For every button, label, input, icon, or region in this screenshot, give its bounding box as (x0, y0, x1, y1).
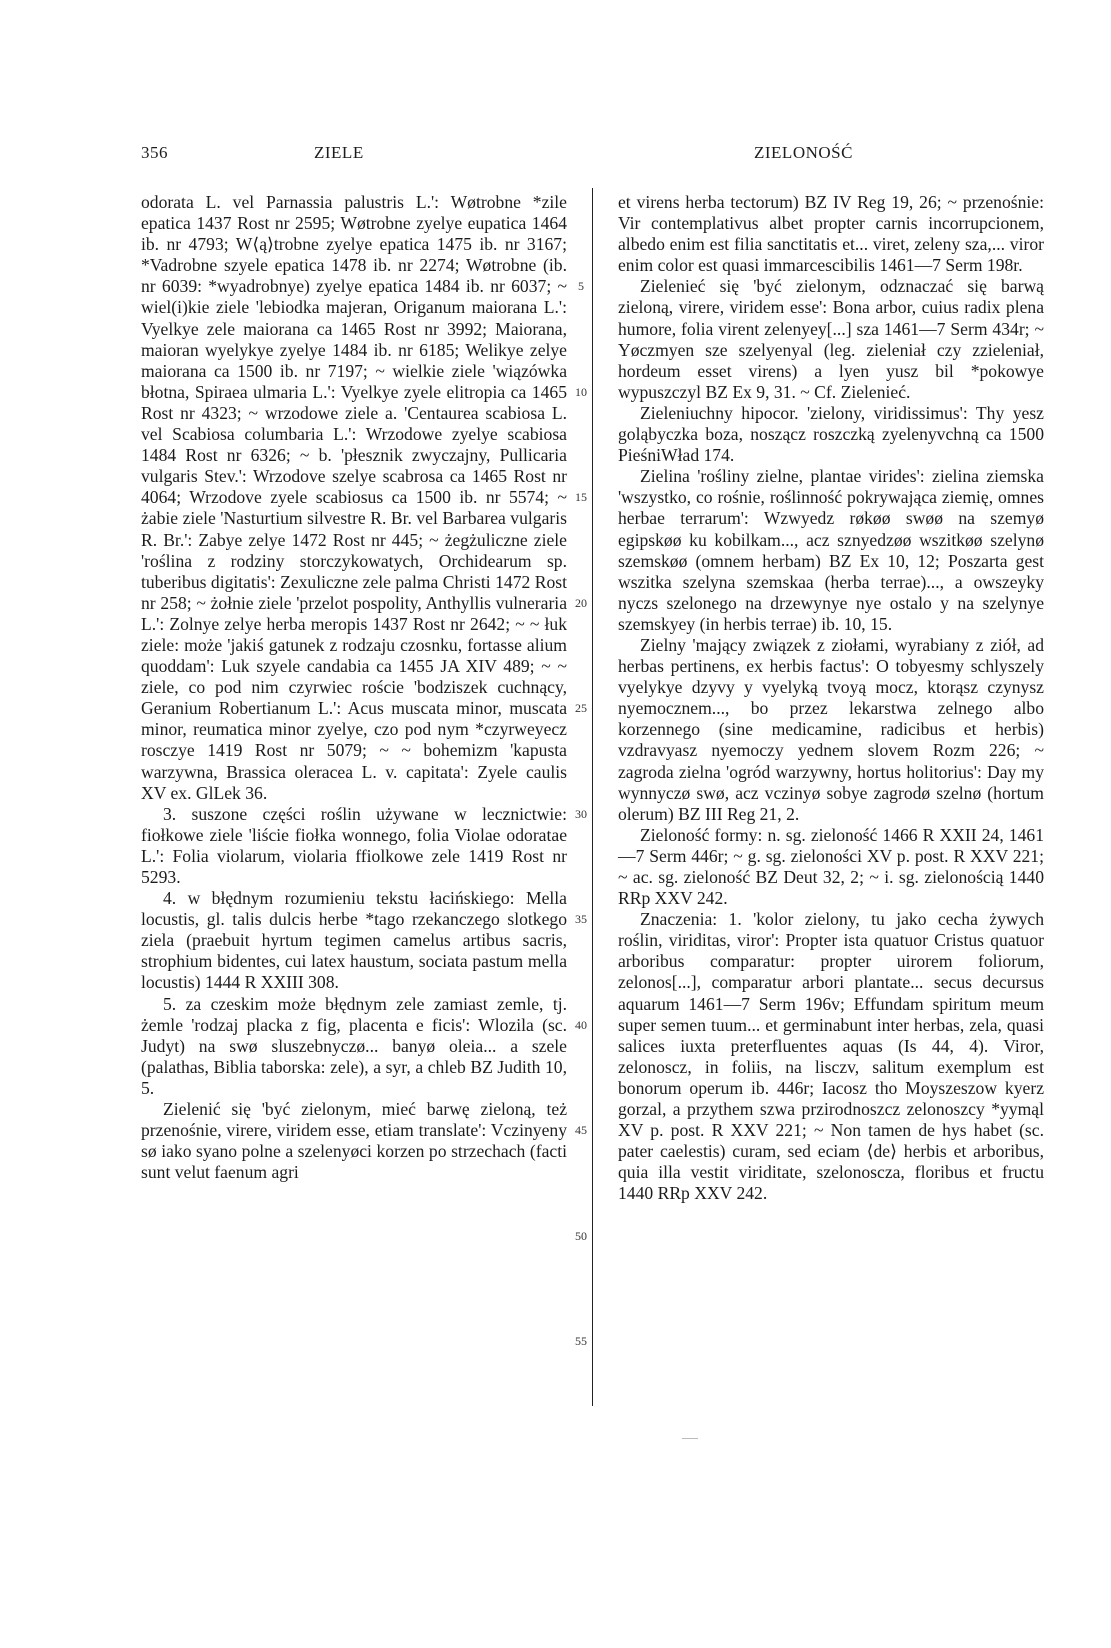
line-number: 35 (575, 912, 587, 926)
paragraph: 3. suszone części roślin używane w lecznictwie: fiołkowe ziele 'liście fiołka wonnego, folia Violae odoratae L.': Folia violarum, violaria ffiolkowe zele 1419 Rost nr 5293. (141, 803, 567, 887)
entry-paragraph: Zieleniuchny hipocor. 'zielony, viridissimus': Thy yesz goląbyczka boza, noszącz roszczką zyelenyvchną ca 1500 PieśniWład 174. (618, 402, 1044, 466)
line-number: 5 (578, 279, 584, 293)
line-number: 10 (575, 385, 587, 399)
paragraph: 5. za czeskim może błędnym zele zamiast zemle, tj. żemle 'rodzaj placka z fig, placenta e ficis': Wlozila (sc. Judyt) na swø sluszebnyczø... banyø oleia... a szele (palathas, Biblia taborska: zele), a syr, a chleb BZ Judith 10, 5. (141, 993, 567, 1098)
page-number: 356 (141, 143, 168, 162)
left-column (141, 192, 567, 1183)
line-number: 25 (575, 701, 587, 715)
entry-paragraph: Zieloność formy: n. sg. zieloność 1466 R XXII 24, 1461—7 Serm 446r; ~ g. sg. zieloności XV p. post. R XXV 221; ~ ac. sg. zieloność BZ Deut 32, 2; ~ i. sg. zielonością 1440 RRp XXV 242. (618, 824, 1044, 909)
entry-paragraph: Zielenić się 'być zielonym, mieć barwę zieloną, też przenośnie, virere, viridem esse, etiam translate': Vczinyeny sø iako syano polne a szelenyøci korzen po strzechach (facti sunt velut faenum agri (141, 1099, 567, 1183)
column-divider (592, 188, 593, 1406)
paragraph: Znaczenia: 1. 'kolor zielony, tu jako cecha żywych roślin, viriditas, viror': Propter ista quatuor Cristus quatuor arboribus comparatur: propter uirorem foliorum, zelonos[...], comparatur arbori plantate... secus decursus aquarum 1461—7 Serm 196v; Effundam spiritum meum super semen tuum... et germinabunt inter herbas, zela, quasi salices iuxta preterfluentes aquas (Is 44, 4). Viror, zelonoscz, in foliis, na lisczv, salitum exemplum est bonorum operum ib. 446r; Iacosz tho Moyszeszow kyerz gorzal, a przythem szwa przirodnoszcz zelonoszcy *yymąl XV p. post. R XXV 221; ~ Non tamen de hys habet (sc. pater caelestis) curam, sed eciam ⟨de⟩ herbis et arboribus, quia illa vestit viriditate, szelonoscza, floribus et fructu 1440 RRp XXV 242. (618, 909, 1044, 1204)
entry-paragraph: Zielny 'mający związek z ziołami, wyrabiany z ziół, ad herbas pertinens, ex herbis factus': O tobyesmy schlyszely vyelykye dzyvy y vyelyką tvoyą mocz, ktorąsz czynysz nyemocznem..., bo przez lekarstwa zelnego albo korzennego (sine medicamine, radicibus et herbis) vzdravyasz nyemoczy yednem slovem Rozm 226; ~ zagroda zielna 'ogród warzywny, hortus holitorius': Day my wynnyczø swø, acz vczinyø sobye zagrodø szelnø (hortum olerum) BZ III Reg 21, 2. (618, 634, 1044, 824)
line-number: 55 (575, 1334, 587, 1348)
entry-paragraph: Zielenieć się 'być zielonym, odznaczać się barwą zieloną, virere, viridem esse': Bona arbor, cuius radix plena humore, folia virent zelenyey[...] sza 1461—7 Serm 434r; ~ Yøczmyen sze szelyenyal (leg. zieleniał czy zzieleniał, hordeum esset virens) a lyen yusz bil *pokowye wypuszczyl BZ Ex 9, 31. ~ Cf. Zielenieć. (618, 276, 1044, 402)
line-number: 20 (575, 596, 587, 610)
line-number: 30 (575, 807, 587, 821)
right-column (618, 192, 1044, 1205)
paragraph: 4. w błędnym rozumieniu tekstu łacińskiego: Mella locustis, gl. talis dulcis herbe *tago rzekanczego slotkego ziela (praebuit hyrtum tegimen camelus artibus sacris, strophium bidentes, cui latex haustum, sociata pastum mella locustis) 1444 R XXIII 308. (141, 888, 567, 993)
line-number: 50 (575, 1229, 587, 1243)
entry-paragraph: Zielina 'rośliny zielne, plantae virides': zielina ziemska 'wszystko, co rośnie, roślinność pokrywająca ziemię, omnes herbae terrarum': Wzwyedz røkøø swøø na szemyø egipskøø ku kobilkam..., acz sznyedzøø wszitkøø szelynø szemskøø (omnem herbam) BZ Ex 10, 12; Poszarta gest wszitka szelyna szemskaa (herba terrae)..., a owszeyky nyczs szelonego na drzewynye nye ostalo y na szelynye szemskyey (in herbis terrae) ib. 10, 15. (618, 466, 1044, 634)
paragraph: odorata L. vel Parnassia palustris L.': Wøtrobne *zile epatica 1437 Rost nr 2595; Wøtrobne zyelye eupatica 1464 ib. nr 4793; W⟨ą⟩trobne zyelye epatica 1475 ib. nr 3167; *Vadrobne szyele epatica 1478 ib. nr 2274; Wøtrobne (ib. nr 6039: *wyadrobnye) zyelye epatica 1484 ib. nr 6037; ~ wiel(i)kie ziele 'lebiodka majeran, Origanum maiorana L.': Vyelkye zele maiorana ca 1465 Rost nr 3992; Maiorana, maioran wyelykye zyelye 1484 ib. nr 6185; Welikye zelye maiorana ca 1500 ib. nr 7197; ~ wielkie ziele 'wiązówka błotna, Spiraea ulmaria L.': Vyelkye zyele elitropia ca 1465 Rost nr 4323; ~ wrzodowe ziele a. 'Centaurea scabiosa L. vel Scabiosa columbaria L.': Wrzodowe zyelye scabiosa 1484 Rost nr 6326; ~ b. 'płesznik zwyczajny, Pullicaria vulgaris Stev.': Wrzodove szelye scabrosa ca 1465 Rost nr 4064; Wrzodove zyele scabiosus ca 1500 ib. nr 5574; ~ żabie ziele 'Nasturtium silvestre R. Br. vel Barbarea vulgaris R. Br.': Zabye zelye 1472 Rost nr 445; ~ żegżuliczne ziele 'roślina z rodziny storczykowatych, Orchidearum sp. tuberibus digitatis': Zexuliczne zele palma Christi 1472 Rost nr 258; ~ żołnie ziele 'przelot pospolity, Anthyllis vulneraria L.': Zolnye zelye herba meropis 1437 Rost nr 2642; ~ ~ łuk ziele: może 'jakiś gatunek z rodzaju czosnku, fortasse alium quoddam': Luk szyele candabia ca 1455 JA XIV 489; ~ ~ ziele, co pod nim czyrwiec roście 'bodziszek cuchnący, Geranium Robertianum L.': Acus muscata minor, muscata minor, reumatica minor zyelye, czo pod nym *czyrweyecz rosczye 1419 Rost nr 5079; ~ ~ bohemizm 'kapusta warzywna, Brassica oleracea L. v. capitata': Zyele caulis XV ex. GlLek 36. (141, 192, 567, 803)
right-running-head: ZIELONOŚĆ (754, 143, 853, 162)
line-number: 45 (575, 1123, 587, 1137)
line-number: 40 (575, 1018, 587, 1032)
line-number: 15 (575, 490, 587, 504)
scan-mark (682, 1438, 698, 1439)
left-running-head: ZIELE (314, 143, 364, 162)
paragraph: et virens herba tectorum) BZ IV Reg 19, 26; ~ przenośnie: Vir contemplativus albet propter carnis incorrupcionem, albedo enim est filia sanctitatis et... viret, zeleny sza,... viror enim color est quasi immarcescibilis 1461—7 Serm 198r. (618, 192, 1044, 276)
